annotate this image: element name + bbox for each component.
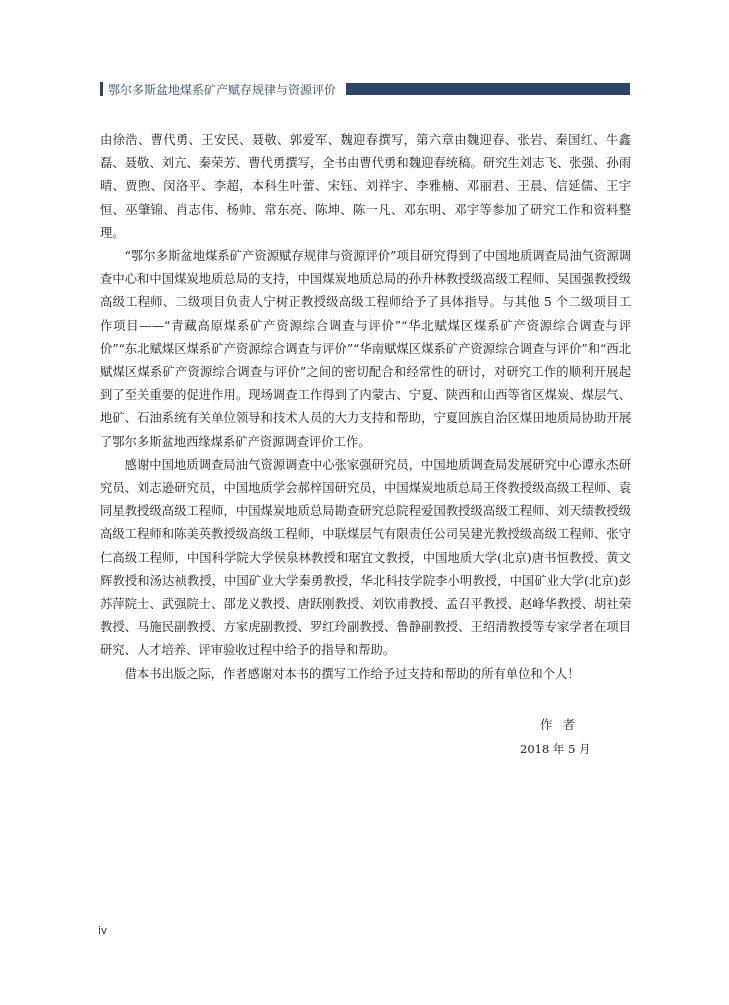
paragraph-continued: 由徐浩、曹代勇、王安民、聂敬、郭爱军、魏迎春撰写，第六章由魏迎春、张岩、秦国红、牛鑫磊、聂敬、刘亢、秦荣芳、曹代勇撰写，全书由曹代勇和魏迎春统稿。研究生刘志飞、张强、孙雨晴、贾煦、闵洛平、李超，本科生叶蕾、宋钰、刘祥宇、李雅楠、邓丽君、王晨、信延儒、王宇恒、巫肇锦、肖志伟、杨帅、常东亮、陈坤、陈一凡、邓东明、邓宇等参加了研究工作和资料整理。: [100, 133, 631, 240]
preface-body: [100, 129, 631, 686]
book-title: 鄂尔多斯盆地煤系矿产赋存规律与资源评价: [108, 82, 337, 97]
author-signature: 作者: [540, 717, 586, 732]
paragraph-acknowledgements: 感谢中国地质调查局油气资源调查中心张家强研究员，中国地质调查局发展研究中心谭永杰研究员、刘志逊研究员，中国地质学会郝梓国研究员，中国煤炭地质总局王佟教授级高级工程师、袁同星教授级高级工程师，中国煤炭地质总局勘查研究总院程爱国教授级高级工程师、刘天绩教授级高级工程师和陈美英教授级高级工程师，中联煤层气有限责任公司吴建光教授级高级工程师、张守仁高级工程师，中国科学院大学侯泉林教授和琚宜文教授，中国地质大学(北京)唐书恒教授、黄文辉教授和汤达祯教授，中国矿业大学秦勇教授，华北科技学院李小明教授，中国矿业大学(北京)彭苏萍院士、武强院士、邵龙义教授、唐跃刚教授、刘钦甫教授、孟召平教授、赵峰华教授、胡社荣教授、马施民副教授、方家虎副教授、罗红玲副教授、鲁静副教授、王绍清教授等专家学者在项目研究、人才培养、评审验收过程中给予的指导和帮助。: [100, 457, 631, 658]
preface-date: 2018 年 5 月: [520, 742, 591, 756]
paragraph-closing-thanks: 借本书出版之际，作者感谢对本书的撰写工作给予过支持和帮助的所有单位和个人！: [124, 666, 580, 681]
page-number: iv: [98, 925, 108, 937]
running-header: [100, 80, 630, 98]
header-accent-mark: [100, 82, 103, 96]
header-rule-bar: [346, 83, 630, 95]
paragraph-project-support: “鄂尔多斯盆地煤系矿产资源赋存规律与资源评价”项目研究得到了中国地质调查局油气资源调查中心和中国煤炭地质总局的支持，中国煤炭地质总局的孙升林教授级高级工程师、吴国强教授级高级工程师、二级项目负责人宁树正教授级高级工程师给予了具体指导。与其他 5 个二级项目工作项目——“青藏高原煤系矿产资源综合调查与评价”“华北赋煤区煤系矿产资源综合调查与评价”“东北赋煤区煤系矿产资源综合调查与评价”“华南赋煤区煤系矿产资源综合调查与评价”和“西北赋煤区煤系矿产资源综合调查与评价”之间的密切配合和经常性的研讨，对研究工作的顺利开展起到了至关重要的促进作用。现场调查工作得到了内蒙古、宁夏、陕西和山西等省区煤炭、煤层气、地矿、石油系统有关单位领导和技术人员的大力支持和帮助，宁夏回族自治区煤田地质局协助开展了鄂尔多斯盆地西缘煤系矿产资源调查评价工作。: [100, 249, 631, 449]
